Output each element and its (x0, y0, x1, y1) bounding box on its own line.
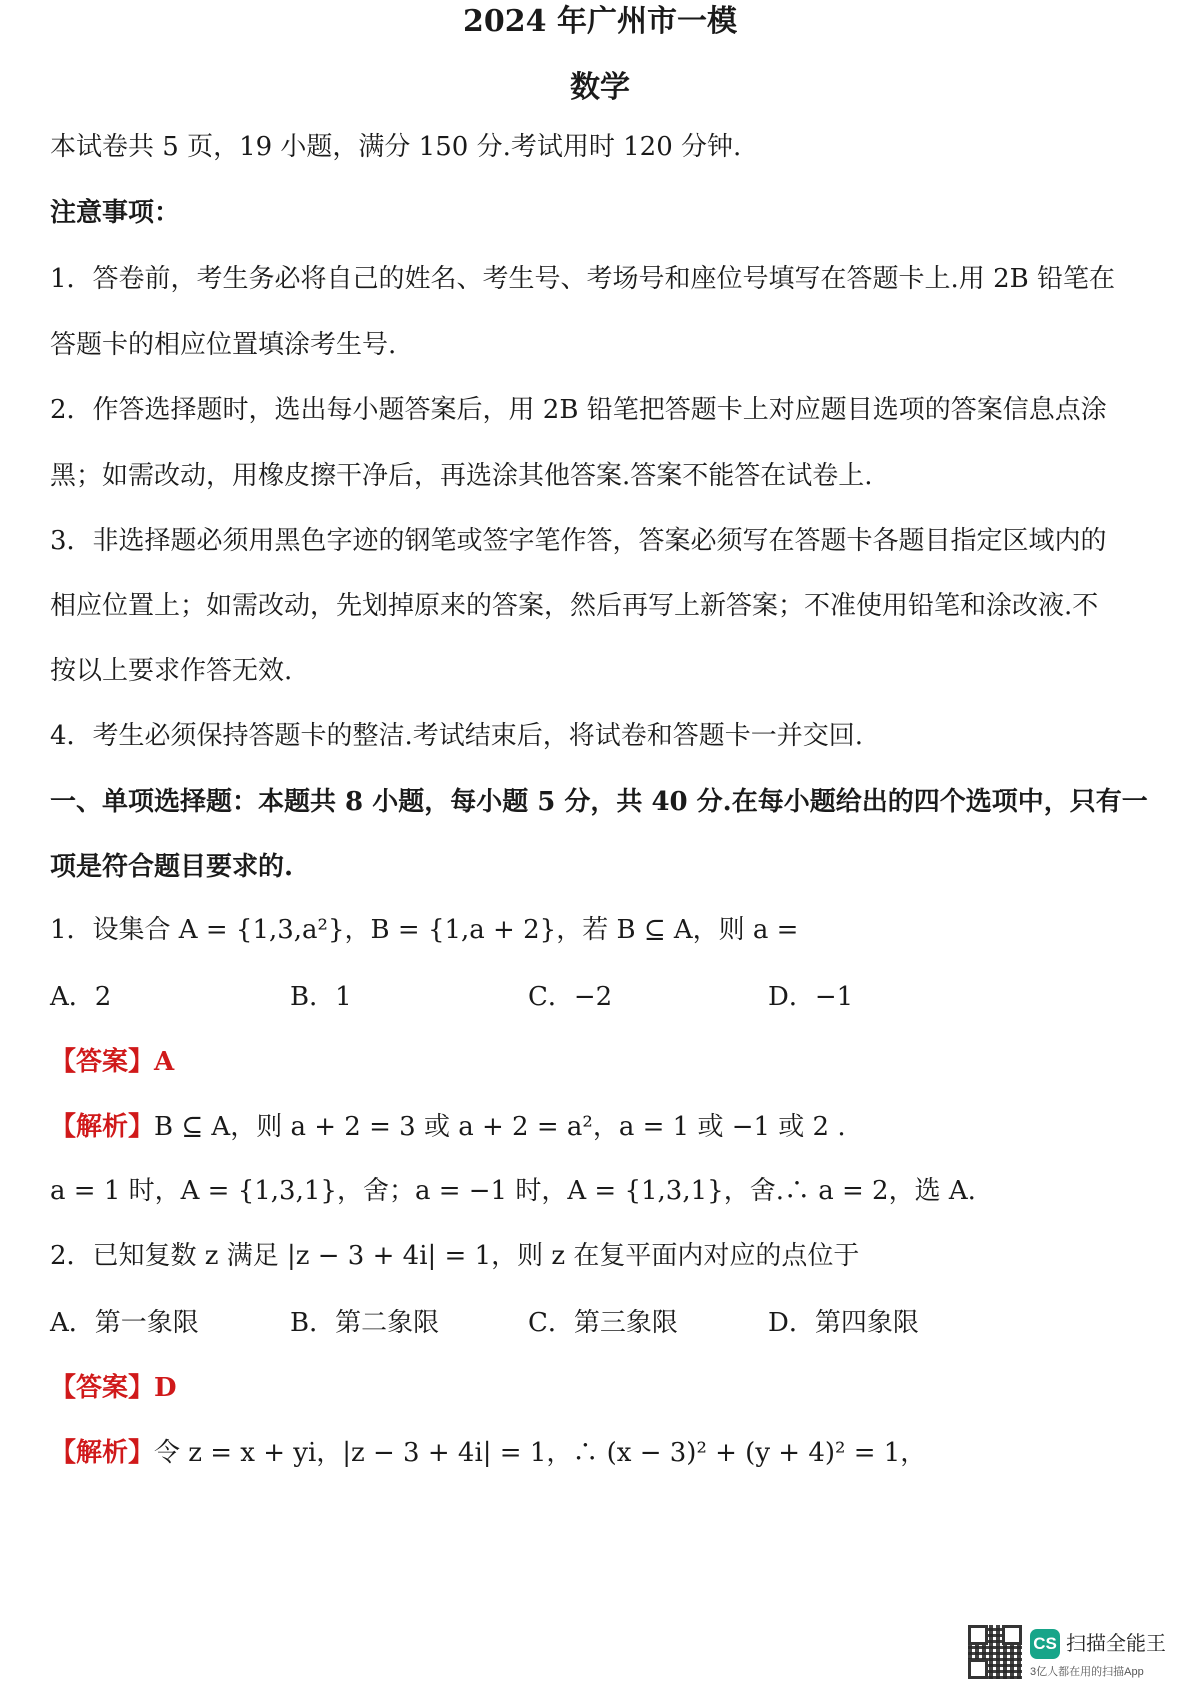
q2-answer (50, 1371, 177, 1405)
analysis-text: B ⊆ A，则 a + 2 = 3 或 a + 2 = a²，a = 1 或 −1 或 2 . (154, 1112, 846, 1142)
q1-answer (50, 1045, 174, 1079)
q1-option-b: B．1 (290, 982, 352, 1012)
note-line: 按以上要求作答无效. (50, 656, 293, 686)
answer-label: 【答案】 (50, 1047, 155, 1077)
note-line: 4．考生必须保持答题卡的整洁.考试结束后，将试卷和答题卡一并交回. (50, 721, 864, 751)
camscanner-logo-icon: CS (1030, 1629, 1060, 1659)
scanner-app-name: 扫描全能王 (1066, 1633, 1166, 1655)
q1-analysis-cont: a = 1 时，A = {1,3,1}，舍；a = −1 时，A = {1,3,1}，舍.∴ a = 2，选 A. (50, 1176, 976, 1206)
section-heading: 一、单项选择题：本题共 8 小题，每小题 5 分，共 40 分.在每小题给出的四个选项中，只有一 (50, 787, 1148, 817)
q2-option-d: D．第四象限 (768, 1308, 919, 1338)
note-line: 相应位置上；如需改动，先划掉原来的答案，然后再写上新答案；不准使用铅笔和涂改液.不 (50, 591, 1099, 621)
q1-option-d: D．−1 (768, 982, 854, 1012)
q2-analysis (50, 1436, 926, 1470)
qr-code-icon (968, 1625, 1022, 1679)
note-line: 3．非选择题必须用黑色字迹的钢笔或签字笔作答，答案必须写在答题卡各题目指定区域内的 (50, 526, 1107, 556)
question-1-stem: 1．设集合 A = {1,3,a²}，B = {1,a + 2}，若 B ⊆ A，则 a = (50, 915, 799, 945)
note-line: 答题卡的相应位置填涂考生号. (50, 330, 397, 360)
answer-value: D (154, 1373, 177, 1403)
q2-option-b: B．第二象限 (290, 1308, 440, 1338)
subject-title: 数学 (570, 70, 630, 105)
exam-intro: 本试卷共 5 页，19 小题，满分 150 分.考试用时 120 分钟. (50, 132, 742, 162)
note-line: 1．答卷前，考生务必将自己的姓名、考生号、考场号和座位号填写在答题卡上.用 2B 铅笔在 (50, 264, 1115, 294)
scanner-watermark (968, 1625, 1188, 1685)
q2-option-c: C．第三象限 (528, 1308, 678, 1338)
analysis-label: 【解析】 (50, 1438, 155, 1468)
section-heading-cont: 项是符合题目要求的. (50, 852, 294, 882)
q2-option-a: A．第一象限 (50, 1308, 199, 1338)
q1-option-a: A．2 (50, 982, 112, 1012)
analysis-label: 【解析】 (50, 1112, 155, 1142)
answer-value: A (154, 1047, 175, 1077)
note-line: 2．作答选择题时，选出每小题答案后，用 2B 铅笔把答题卡上对应题目选项的答案信息点涂 (50, 395, 1107, 425)
exam-title: 2024 年广州市一模 (463, 4, 737, 39)
notes-heading: 注意事项： (50, 198, 181, 228)
q1-option-c: C．−2 (528, 982, 613, 1012)
analysis-text: 令 z = x + yi，|z − 3 + 4i| = 1，∴ (x − 3)² + (y + 4)² = 1， (154, 1438, 927, 1468)
scanner-tagline: 3亿人都在用的扫描App (1030, 1666, 1144, 1678)
answer-label: 【答案】 (50, 1373, 155, 1403)
note-line: 黑；如需改动，用橡皮擦干净后，再选涂其他答案.答案不能答在试卷上. (50, 461, 873, 491)
question-2-stem: 2．已知复数 z 满足 |z − 3 + 4i| = 1，则 z 在复平面内对应的点位于 (50, 1241, 860, 1271)
q1-analysis (50, 1110, 846, 1144)
